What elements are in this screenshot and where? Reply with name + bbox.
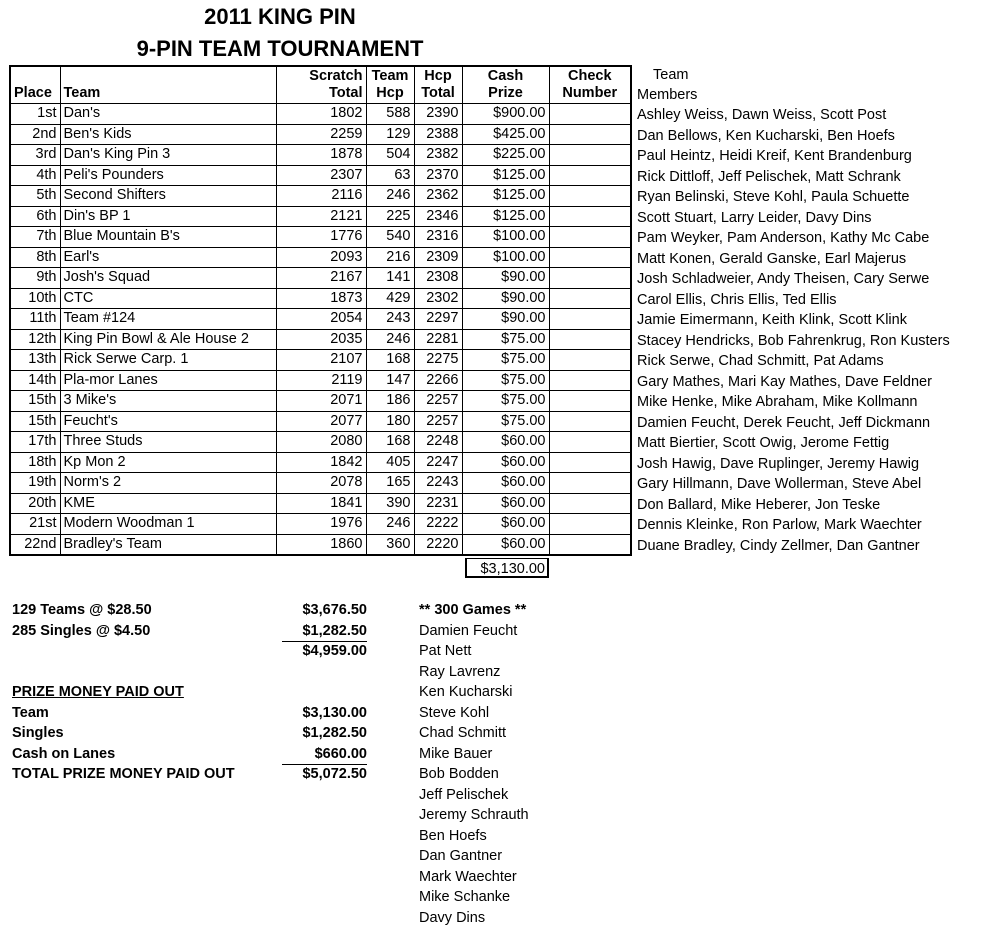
col-cash-prize: Cash Prize bbox=[462, 66, 549, 104]
place-cell: 9th bbox=[10, 268, 60, 289]
perfect-game-bowler: Mike Bauer bbox=[419, 745, 493, 762]
col-hcp-total: Hcp Total bbox=[414, 66, 462, 104]
table-row bbox=[10, 350, 631, 371]
table-row bbox=[10, 104, 631, 125]
col-place: Place bbox=[10, 66, 60, 104]
members-header: Team Members bbox=[637, 67, 698, 103]
team-members-item: Josh Schladweier, Andy Theisen, Cary Serwe bbox=[637, 271, 930, 287]
check-number-cell bbox=[549, 309, 631, 330]
check-number-cell bbox=[549, 350, 631, 371]
check-number-cell bbox=[549, 247, 631, 268]
table-row bbox=[10, 124, 631, 145]
col-team: Team bbox=[60, 66, 276, 104]
perfect-game-bowler: Mark Waechter bbox=[419, 868, 517, 885]
check-number-cell bbox=[549, 186, 631, 207]
team-hcp-cell: 390 bbox=[366, 493, 414, 514]
team-members-item: Matt Biertier, Scott Owig, Jerome Fettig bbox=[637, 435, 890, 451]
check-number-cell bbox=[549, 432, 631, 453]
scratch-total-cell: 2071 bbox=[276, 391, 366, 412]
team-cell: Team #124 bbox=[60, 309, 276, 330]
team-members-item: Duane Bradley, Cindy Zellmer, Dan Gantner bbox=[637, 537, 920, 554]
table-row bbox=[10, 309, 631, 330]
place-cell: 5th bbox=[10, 186, 60, 207]
table-row bbox=[10, 514, 631, 535]
col-scratch-total: Scratch Total bbox=[276, 66, 366, 104]
hcp-total-cell: 2370 bbox=[414, 165, 462, 186]
team-hcp-cell: 588 bbox=[366, 104, 414, 125]
title-line-1: 2011 KING PIN bbox=[204, 4, 356, 29]
team-members-item: Pam Weyker, Pam Anderson, Kathy Mc Cabe bbox=[637, 230, 930, 246]
cash-prize-total: $3,130.00 bbox=[465, 558, 549, 578]
col-team-hcp: Team Hcp bbox=[366, 66, 414, 104]
place-cell: 4th bbox=[10, 165, 60, 186]
scratch-total-cell: 2054 bbox=[276, 309, 366, 330]
place-cell: 15th bbox=[10, 391, 60, 412]
scratch-total-cell: 1776 bbox=[276, 227, 366, 248]
income-total-amount: $4,959.00 bbox=[302, 643, 367, 659]
perfect-game-bowler: Mike Schanke bbox=[419, 889, 511, 905]
cash-prize-cell: $125.00 bbox=[462, 165, 549, 186]
perfect-games-list bbox=[419, 600, 529, 928]
place-cell: 2nd bbox=[10, 124, 60, 145]
payout-singles-label: Singles bbox=[12, 725, 64, 741]
place-cell: 13th bbox=[10, 350, 60, 371]
scratch-total-cell: 2119 bbox=[276, 370, 366, 391]
check-number-cell bbox=[549, 206, 631, 227]
place-cell: 22nd bbox=[10, 534, 60, 555]
team-members-item: Dan Bellows, Ken Kucharski, Ben Hoefs bbox=[637, 127, 895, 144]
payout-total-label: TOTAL PRIZE MONEY PAID OUT bbox=[12, 766, 235, 782]
scratch-total-cell: 2035 bbox=[276, 329, 366, 350]
scratch-total-cell: 2107 bbox=[276, 350, 366, 371]
payout-heading: PRIZE MONEY PAID OUT bbox=[12, 684, 184, 700]
perfect-game-bowler: Jeremy Schrauth bbox=[419, 807, 529, 823]
games-heading: ** 300 Games ** bbox=[419, 602, 527, 618]
check-number-cell bbox=[549, 145, 631, 166]
table-row bbox=[10, 432, 631, 453]
team-hcp-cell: 168 bbox=[366, 350, 414, 371]
table-row bbox=[10, 145, 631, 166]
scratch-total-cell: 2121 bbox=[276, 206, 366, 227]
scratch-total-cell: 1841 bbox=[276, 493, 366, 514]
team-cell: Josh's Squad bbox=[60, 268, 276, 289]
cash-prize-cell: $125.00 bbox=[462, 206, 549, 227]
team-cell: 3 Mike's bbox=[60, 391, 276, 412]
team-hcp-cell: 225 bbox=[366, 206, 414, 227]
hcp-total-cell: 2308 bbox=[414, 268, 462, 289]
team-cell: Modern Woodman 1 bbox=[60, 514, 276, 535]
singles-entry-label: 285 Singles @ $4.50 bbox=[12, 622, 151, 639]
table-row bbox=[10, 534, 631, 555]
team-cell: Ben's Kids bbox=[60, 124, 276, 145]
cash-prize-cell: $60.00 bbox=[462, 534, 549, 555]
team-cell: Dan's bbox=[60, 104, 276, 125]
scratch-total-cell: 1802 bbox=[276, 104, 366, 125]
scratch-total-cell: 2259 bbox=[276, 124, 366, 145]
team-cell: Norm's 2 bbox=[60, 473, 276, 494]
hcp-total-cell: 2275 bbox=[414, 350, 462, 371]
scratch-total-cell: 2093 bbox=[276, 247, 366, 268]
cash-prize-cell: $75.00 bbox=[462, 350, 549, 371]
check-number-cell bbox=[549, 227, 631, 248]
team-cell: Kp Mon 2 bbox=[60, 452, 276, 473]
table-row bbox=[10, 452, 631, 473]
place-cell: 1st bbox=[10, 104, 60, 125]
hcp-total-cell: 2266 bbox=[414, 370, 462, 391]
place-cell: 19th bbox=[10, 473, 60, 494]
payout-summary bbox=[12, 682, 367, 785]
payout-total-amount: $5,072.50 bbox=[302, 766, 367, 782]
check-number-cell bbox=[549, 493, 631, 514]
title-line-2: 9-PIN TEAM TOURNAMENT bbox=[136, 36, 424, 61]
team-hcp-cell: 216 bbox=[366, 247, 414, 268]
cash-prize-cell: $900.00 bbox=[462, 104, 549, 125]
table-row bbox=[10, 411, 631, 432]
payout-lanes-amount: $660.00 bbox=[282, 744, 367, 766]
cash-prize-cell: $125.00 bbox=[462, 186, 549, 207]
hcp-total-cell: 2316 bbox=[414, 227, 462, 248]
team-members-item: Dennis Kleinke, Ron Parlow, Mark Waechter bbox=[637, 517, 922, 533]
table-row bbox=[10, 329, 631, 350]
team-hcp-cell: 129 bbox=[366, 124, 414, 145]
cash-prize-cell: $425.00 bbox=[462, 124, 549, 145]
scratch-total-cell: 1976 bbox=[276, 514, 366, 535]
team-members-item: Ryan Belinski, Steve Kohl, Paula Schuette bbox=[637, 189, 910, 205]
team-members-item: Scott Stuart, Larry Leider, Davy Dins bbox=[637, 209, 872, 226]
hcp-total-cell: 2220 bbox=[414, 534, 462, 555]
scratch-total-cell: 1842 bbox=[276, 452, 366, 473]
cash-prize-cell: $225.00 bbox=[462, 145, 549, 166]
place-cell: 8th bbox=[10, 247, 60, 268]
perfect-game-bowler: Damien Feucht bbox=[419, 622, 518, 639]
team-members-item: Jamie Eimermann, Keith Klink, Scott Klink bbox=[637, 312, 907, 328]
cash-prize-cell: $60.00 bbox=[462, 493, 549, 514]
cash-prize-cell: $75.00 bbox=[462, 391, 549, 412]
scratch-total-cell: 2078 bbox=[276, 473, 366, 494]
place-cell: 10th bbox=[10, 288, 60, 309]
hcp-total-cell: 2231 bbox=[414, 493, 462, 514]
payout-lanes-label: Cash on Lanes bbox=[12, 745, 116, 762]
team-members-item: Mike Henke, Mike Abraham, Mike Kollmann bbox=[637, 394, 918, 410]
team-members-item: Gary Mathes, Mari Kay Mathes, Dave Feldner bbox=[637, 373, 932, 390]
col-check-number: Check Number bbox=[549, 66, 631, 104]
team-members-item: Rick Dittloff, Jeff Pelischek, Matt Schrank bbox=[637, 168, 901, 185]
cash-prize-cell: $75.00 bbox=[462, 370, 549, 391]
team-members-item: Paul Heintz, Heidi Kreif, Kent Brandenburg bbox=[637, 148, 912, 164]
team-members-item: Damien Feucht, Derek Feucht, Jeff Dickmann bbox=[637, 414, 931, 431]
team-cell: Dan's King Pin 3 bbox=[60, 145, 276, 166]
check-number-cell bbox=[549, 534, 631, 555]
hcp-total-cell: 2362 bbox=[414, 186, 462, 207]
place-cell: 6th bbox=[10, 206, 60, 227]
team-cell: Bradley's Team bbox=[60, 534, 276, 555]
table-row bbox=[10, 247, 631, 268]
perfect-game-bowler: Dan Gantner bbox=[419, 848, 503, 864]
team-hcp-cell: 246 bbox=[366, 186, 414, 207]
check-number-cell bbox=[549, 288, 631, 309]
team-members-item: Stacey Hendricks, Bob Fahrenkrug, Ron Kusters bbox=[637, 332, 950, 349]
team-members-item: Gary Hillmann, Dave Wollerman, Steve Abel bbox=[637, 476, 922, 492]
hcp-total-cell: 2309 bbox=[414, 247, 462, 268]
team-hcp-cell: 360 bbox=[366, 534, 414, 555]
table-row bbox=[10, 206, 631, 227]
cash-prize-cell: $60.00 bbox=[462, 514, 549, 535]
scratch-total-cell: 1873 bbox=[276, 288, 366, 309]
table-row bbox=[10, 165, 631, 186]
team-cell: Blue Mountain B's bbox=[60, 227, 276, 248]
team-cell: King Pin Bowl & Ale House 2 bbox=[60, 329, 276, 350]
team-cell: KME bbox=[60, 493, 276, 514]
place-cell: 20th bbox=[10, 493, 60, 514]
team-hcp-cell: 180 bbox=[366, 411, 414, 432]
place-cell: 7th bbox=[10, 227, 60, 248]
check-number-cell bbox=[549, 473, 631, 494]
payout-team-amount: $3,130.00 bbox=[302, 704, 367, 721]
scratch-total-cell: 2167 bbox=[276, 268, 366, 289]
check-number-cell bbox=[549, 124, 631, 145]
singles-entry-amount: $1,282.50 bbox=[282, 621, 367, 643]
team-cell: CTC bbox=[60, 288, 276, 309]
hcp-total-cell: 2243 bbox=[414, 473, 462, 494]
table-row bbox=[10, 227, 631, 248]
scratch-total-cell: 2116 bbox=[276, 186, 366, 207]
team-cell: Earl's bbox=[60, 247, 276, 268]
cash-prize-cell: $60.00 bbox=[462, 452, 549, 473]
cash-prize-cell: $60.00 bbox=[462, 473, 549, 494]
team-cell: Rick Serwe Carp. 1 bbox=[60, 350, 276, 371]
team-cell: Feucht's bbox=[60, 411, 276, 432]
check-number-cell bbox=[549, 514, 631, 535]
team-hcp-cell: 429 bbox=[366, 288, 414, 309]
hcp-total-cell: 2257 bbox=[414, 391, 462, 412]
hcp-total-cell: 2247 bbox=[414, 452, 462, 473]
team-cell: Second Shifters bbox=[60, 186, 276, 207]
table-row bbox=[10, 473, 631, 494]
team-members-item: Matt Konen, Gerald Ganske, Earl Majerus bbox=[637, 250, 907, 267]
check-number-cell bbox=[549, 165, 631, 186]
perfect-game-bowler: Chad Schmitt bbox=[419, 725, 507, 741]
team-hcp-cell: 246 bbox=[366, 329, 414, 350]
perfect-game-bowler: Davy Dins bbox=[419, 909, 486, 926]
cash-prize-cell: $100.00 bbox=[462, 227, 549, 248]
team-hcp-cell: 243 bbox=[366, 309, 414, 330]
place-cell: 3rd bbox=[10, 145, 60, 166]
team-cell: Din's BP 1 bbox=[60, 206, 276, 227]
team-hcp-cell: 405 bbox=[366, 452, 414, 473]
hcp-total-cell: 2281 bbox=[414, 329, 462, 350]
place-cell: 12th bbox=[10, 329, 60, 350]
payout-team-label: Team bbox=[12, 704, 49, 721]
table-row bbox=[10, 268, 631, 289]
team-cell: Peli's Pounders bbox=[60, 165, 276, 186]
check-number-cell bbox=[549, 391, 631, 412]
team-cell: Pla-mor Lanes bbox=[60, 370, 276, 391]
check-number-cell bbox=[549, 411, 631, 432]
team-members-column bbox=[637, 65, 950, 556]
hcp-total-cell: 2248 bbox=[414, 432, 462, 453]
place-cell: 21st bbox=[10, 514, 60, 535]
results-table bbox=[9, 65, 632, 556]
team-hcp-cell: 63 bbox=[366, 165, 414, 186]
hcp-total-cell: 2302 bbox=[414, 288, 462, 309]
hcp-total-cell: 2390 bbox=[414, 104, 462, 125]
scratch-total-cell: 2307 bbox=[276, 165, 366, 186]
perfect-game-bowler: Pat Nett bbox=[419, 643, 472, 659]
team-members-item: Josh Hawig, Dave Ruplinger, Jeremy Hawig bbox=[637, 455, 920, 472]
header-row bbox=[10, 66, 631, 104]
team-cell: Three Studs bbox=[60, 432, 276, 453]
perfect-game-bowler: Ken Kucharski bbox=[419, 684, 513, 700]
cash-prize-cell: $90.00 bbox=[462, 268, 549, 289]
place-cell: 15th bbox=[10, 411, 60, 432]
table-row bbox=[10, 186, 631, 207]
check-number-cell bbox=[549, 452, 631, 473]
check-number-cell bbox=[549, 329, 631, 350]
check-number-cell bbox=[549, 104, 631, 125]
income-summary bbox=[12, 600, 367, 662]
team-members-item: Don Ballard, Mike Heberer, Jon Teske bbox=[637, 496, 881, 513]
table-row bbox=[10, 493, 631, 514]
place-cell: 18th bbox=[10, 452, 60, 473]
hcp-total-cell: 2222 bbox=[414, 514, 462, 535]
place-cell: 17th bbox=[10, 432, 60, 453]
team-members-item: Rick Serwe, Chad Schmitt, Pat Adams bbox=[637, 353, 884, 369]
perfect-game-bowler: Ray Lavrenz bbox=[419, 663, 501, 680]
scratch-total-cell: 1860 bbox=[276, 534, 366, 555]
table-row bbox=[10, 288, 631, 309]
table-row bbox=[10, 370, 631, 391]
team-hcp-cell: 540 bbox=[366, 227, 414, 248]
scratch-total-cell: 1878 bbox=[276, 145, 366, 166]
hcp-total-cell: 2297 bbox=[414, 309, 462, 330]
team-hcp-cell: 147 bbox=[366, 370, 414, 391]
place-cell: 11th bbox=[10, 309, 60, 330]
check-number-cell bbox=[549, 370, 631, 391]
scratch-total-cell: 2080 bbox=[276, 432, 366, 453]
perfect-game-bowler: Jeff Pelischek bbox=[419, 786, 509, 803]
hcp-total-cell: 2382 bbox=[414, 145, 462, 166]
team-hcp-cell: 504 bbox=[366, 145, 414, 166]
scratch-total-cell: 2077 bbox=[276, 411, 366, 432]
cash-prize-cell: $90.00 bbox=[462, 288, 549, 309]
hcp-total-cell: 2388 bbox=[414, 124, 462, 145]
teams-entry-label: 129 Teams @ $28.50 bbox=[12, 602, 152, 618]
hcp-total-cell: 2257 bbox=[414, 411, 462, 432]
team-hcp-cell: 246 bbox=[366, 514, 414, 535]
place-cell: 14th bbox=[10, 370, 60, 391]
payout-singles-amount: $1,282.50 bbox=[302, 725, 367, 741]
perfect-game-bowler: Ben Hoefs bbox=[419, 827, 487, 844]
cash-prize-cell: $100.00 bbox=[462, 247, 549, 268]
cash-prize-cell: $75.00 bbox=[462, 329, 549, 350]
cash-prize-cell: $90.00 bbox=[462, 309, 549, 330]
perfect-game-bowler: Bob Bodden bbox=[419, 766, 499, 782]
cash-prize-cell: $75.00 bbox=[462, 411, 549, 432]
team-hcp-cell: 168 bbox=[366, 432, 414, 453]
team-members-item: Carol Ellis, Chris Ellis, Ted Ellis bbox=[637, 291, 837, 308]
team-hcp-cell: 186 bbox=[366, 391, 414, 412]
check-number-cell bbox=[549, 268, 631, 289]
team-hcp-cell: 141 bbox=[366, 268, 414, 289]
perfect-game-bowler: Steve Kohl bbox=[419, 704, 490, 721]
teams-entry-amount: $3,676.50 bbox=[302, 602, 367, 618]
table-row bbox=[10, 391, 631, 412]
cash-prize-cell: $60.00 bbox=[462, 432, 549, 453]
hcp-total-cell: 2346 bbox=[414, 206, 462, 227]
team-hcp-cell: 165 bbox=[366, 473, 414, 494]
team-members-item: Ashley Weiss, Dawn Weiss, Scott Post bbox=[637, 107, 887, 123]
